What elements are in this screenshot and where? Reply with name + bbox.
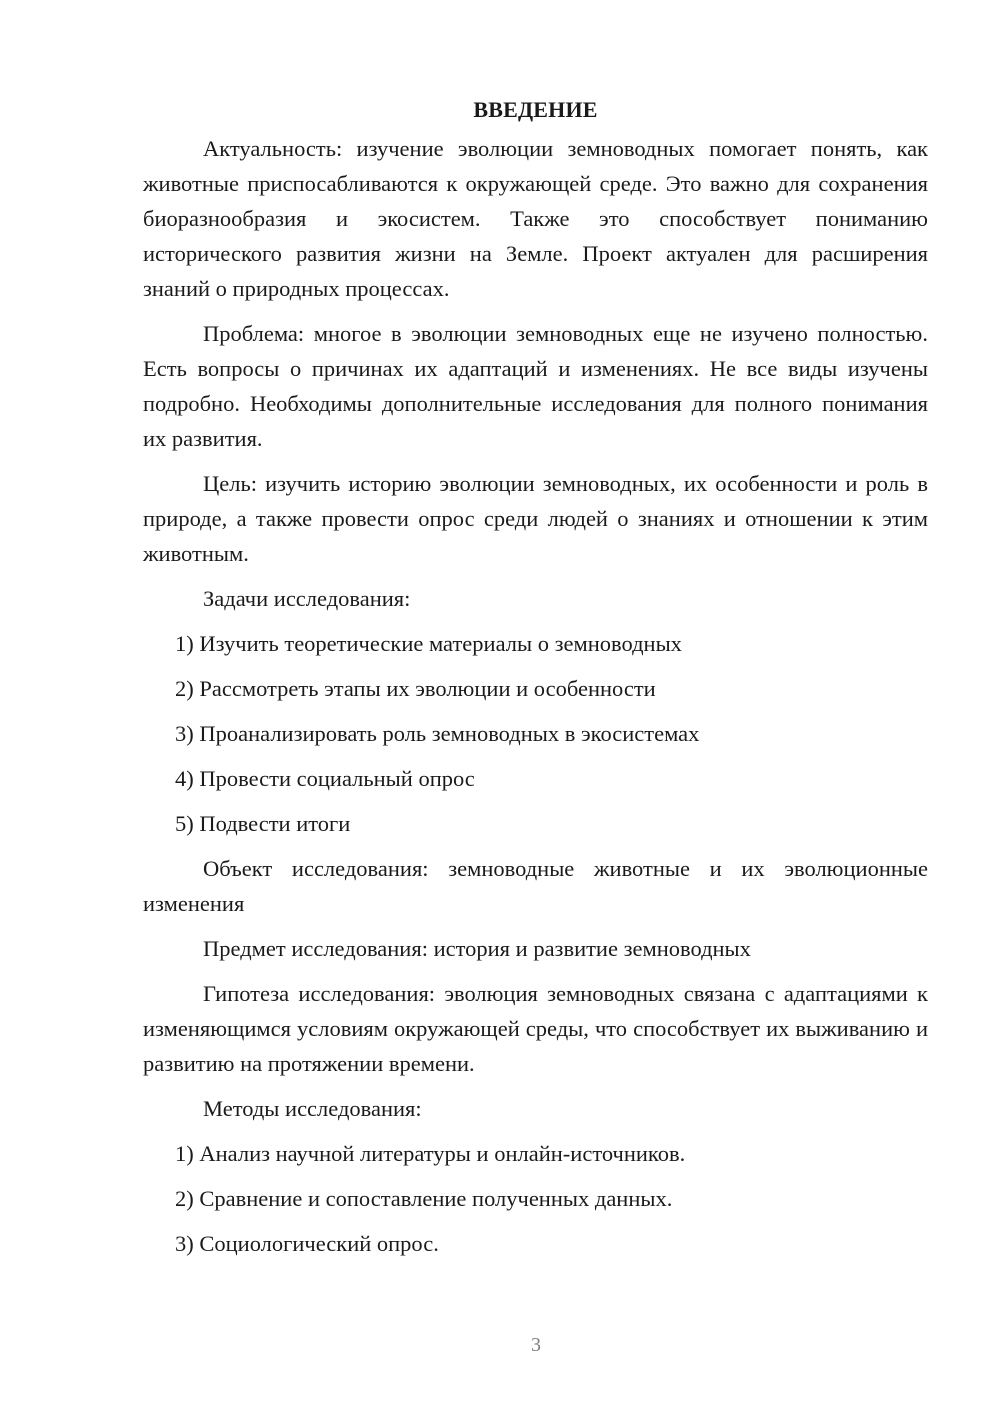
subject-paragraph: Предмет исследования: история и развитие земноводных <box>203 936 751 961</box>
relevance-paragraph: Актуальность: изучение эволюции земноводных помогает понять, как животные приспосабливаются к окружающей среде. Это важно для сохранения биоразнообразия и экосистем. Также это способствует пониманию исторического развития жизни на Земле. Проект актуален для расширения знаний о природных процессах. <box>143 136 928 301</box>
task-item: 3) Проанализировать роль земноводных в экосистемах <box>175 721 700 746</box>
task-item: 4) Провести социальный опрос <box>175 766 475 791</box>
methods-list <box>143 1136 928 1261</box>
method-item: 2) Сравнение и сопоставление полученных данных. <box>175 1186 673 1211</box>
method-item: 3) Социологический опрос. <box>175 1231 439 1256</box>
hypothesis-paragraph: Гипотеза исследования: эволюция земноводных связана с адаптациями к изменяющимся условиям окружающей среды, что способствует их выживанию и развитию на протяжении времени. <box>143 981 928 1076</box>
section-title: ВВЕДЕНИЕ <box>473 97 598 122</box>
task-item: 1) Изучить теоретические материалы о земноводных <box>175 631 682 656</box>
object-paragraph: Объект исследования: земноводные животные и их эволюционные изменения <box>143 856 928 916</box>
task-item: 5) Подвести итоги <box>175 811 351 836</box>
problem-paragraph: Проблема: многое в эволюции земноводных еще не изучено полностью. Есть вопросы о причинах их адаптаций и изменениях. Не все виды изучены подробно. Необходимы дополнительные исследования для полного понимания их развития. <box>143 321 928 451</box>
tasks-heading: Задачи исследования: <box>203 586 411 611</box>
goal-paragraph: Цель: изучить историю эволюции земноводных, их особенности и роль в природе, а также провести опрос среди людей о знаниях и отношении к этим животным. <box>143 471 928 566</box>
methods-heading: Методы исследования: <box>203 1096 422 1121</box>
tasks-list <box>143 626 928 841</box>
method-item: 1) Анализ научной литературы и онлайн-источников. <box>175 1141 686 1166</box>
page-content <box>143 95 928 1271</box>
page-number: 3 <box>531 1334 541 1356</box>
task-item: 2) Рассмотреть этапы их эволюции и особенности <box>175 676 656 701</box>
